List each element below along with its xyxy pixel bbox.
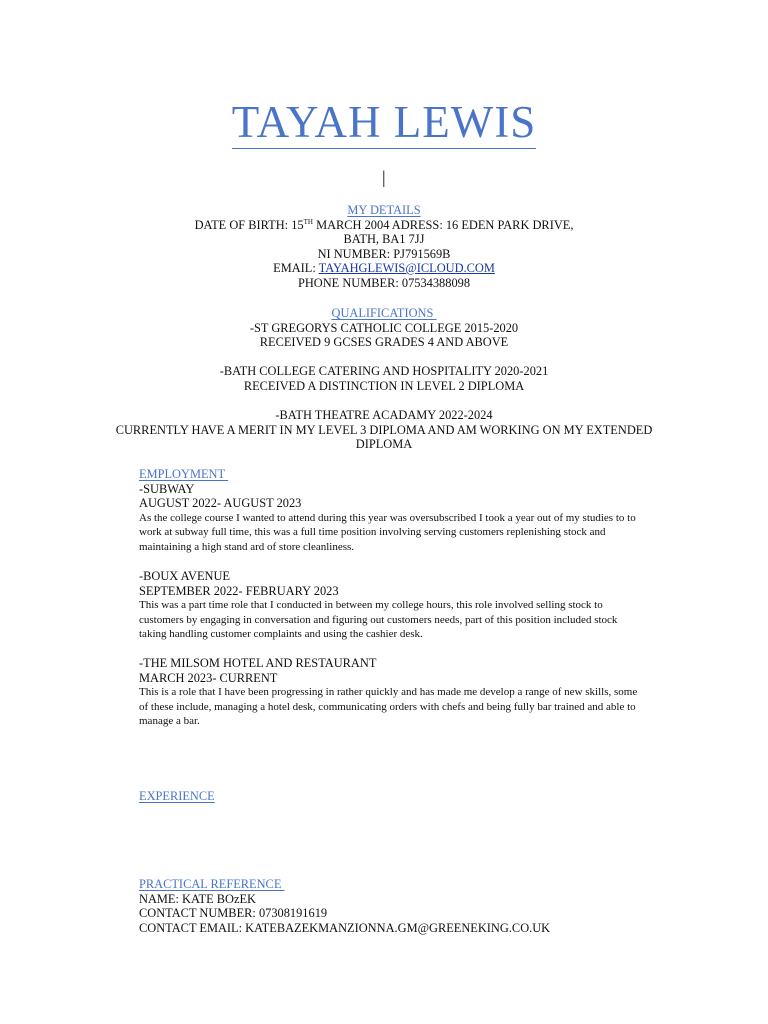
job-3-employer: -THE MILSOM HOTEL AND RESTAURANT: [139, 656, 377, 670]
text-cursor: |: [382, 167, 386, 187]
qualification-2-detail: RECEIVED A DISTINCTION IN LEVEL 2 DIPLOMA: [243, 378, 525, 393]
qualifications-heading: QUALIFICATIONS: [331, 306, 434, 320]
details-section: [130, 203, 638, 290]
job-2: [139, 569, 669, 642]
dob-address-line: [130, 218, 638, 233]
qualification-3-title: -BATH THEATRE ACADAMY 2022-2024: [275, 408, 493, 422]
qualifications-section: [130, 306, 638, 350]
job-3-desc-1: This is a role that I have been progressing in rather quickly and has made me develop a range of new skills, some: [139, 686, 638, 698]
qualification-1-title: -ST GREGORYS CATHOLIC COLLEGE 2015-2020: [249, 320, 519, 335]
qualification-2: [130, 364, 638, 393]
email-line: [130, 261, 638, 276]
job-1-desc-3: maintaining a high stand ard of store cleanliness.: [139, 540, 355, 553]
ni-number: NI NUMBER: PJ791569B: [317, 246, 451, 261]
dob-suffix: TH: [303, 217, 313, 226]
job-1-dates: AUGUST 2022- AUGUST 2023: [139, 496, 302, 510]
qualification-3: [110, 408, 658, 452]
job-2-desc-2: customers by engaging in conversation and figuring out customers needs, part of this position included stock: [139, 613, 618, 626]
address-line-2: BATH, BA1 7JJ: [343, 232, 425, 246]
job-3-desc-2: of these include, managing a hotel desk, communicating orders with chefs and being fully bar trained and able to: [139, 700, 636, 713]
reference-number: CONTACT NUMBER: 07308191619: [139, 906, 328, 920]
phone-number: PHONE NUMBER: 07534388098: [297, 275, 471, 290]
email-label: EMAIL:: [273, 261, 319, 275]
email-link[interactable]: TAYAHGLEWIS@ICLOUD.COM: [318, 261, 495, 275]
job-2-desc-1: This was a part time role that I conducted in between my college hours, this role involved selling stock to: [139, 599, 603, 611]
job-2-desc-3: taking handling customer complaints and using the cashier desk.: [139, 628, 423, 640]
qualification-3-detail: CURRENTLY HAVE A MERIT IN MY LEVEL 3 DIPLOMA AND AM WORKING ON MY EXTENDED: [115, 422, 653, 437]
job-3-desc-3: manage a bar.: [139, 715, 200, 727]
job-1-desc-2: work at subway full time, this was a full time position involving serving customers replenishing stock and: [139, 526, 606, 538]
reference-name: NAME: KATE BOzEK: [139, 891, 257, 906]
qualification-3-detail-cont: DIPLOMA: [355, 437, 413, 451]
name-title: [0, 96, 768, 148]
job-3-dates: MARCH 2023- CURRENT: [139, 670, 278, 685]
qualification-1-detail: RECEIVED 9 GCSES GRADES 4 AND ABOVE: [259, 335, 509, 349]
dob-text: DATE OF BIRTH: 15: [194, 217, 304, 232]
experience-section: [139, 789, 669, 804]
details-heading: MY DETAILS: [347, 203, 421, 217]
job-1-desc-1: As the college course I wanted to attend during this year was oversubscribed I took a year out of my studies to to: [139, 511, 636, 524]
job-3: [139, 656, 669, 729]
reference-heading: PRACTICAL REFERENCE: [139, 877, 282, 891]
job-2-dates: SEPTEMBER 2022- FEBRUARY 2023: [139, 583, 339, 598]
reference-section: [139, 877, 669, 935]
name-title-text: TAYAH LEWIS: [231, 97, 537, 147]
job-1-employer: -SUBWAY: [139, 481, 195, 496]
experience-heading: EXPERIENCE: [139, 789, 215, 803]
qualification-2-title: -BATH COLLEGE CATERING AND HOSPITALITY 2020-2021: [219, 364, 549, 378]
reference-email: CONTACT EMAIL: KATEBAZEKMANZIONNA.GM@GREENEKING.CO.UK: [139, 920, 551, 935]
address-text: MARCH 2004 ADRESS: 16 EDEN PARK DRIVE,: [312, 217, 574, 232]
job-2-employer: -BOUX AVENUE: [139, 569, 230, 583]
employment-heading: EMPLOYMENT: [139, 467, 226, 481]
employment-section: [139, 467, 669, 554]
